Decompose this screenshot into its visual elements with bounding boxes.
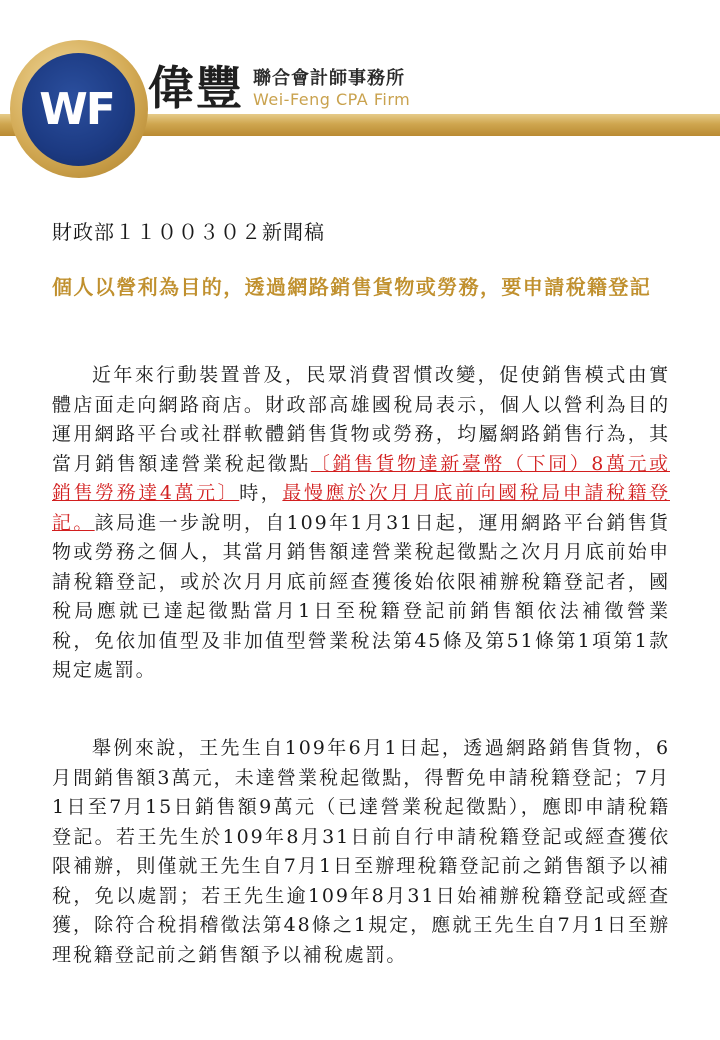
paragraph-1-text-a: 近年來行動裝置普及，民眾消費習慣改變，促使銷售模式由實體店面走向網路商店。財政部高雄國稅局表示，個人以營利為目的運用網路平台或社群軟體銷售貨物或勞務，均屬網路銷售行為，其當月銷售額達營業稅起徵點 <box>52 364 670 475</box>
firm-name-cn: 偉豐 <box>148 61 244 115</box>
paragraph-2: 舉例來說，王先生自109年6月1日起，透過網路銷售貨物，6月間銷售額3萬元，未達營業稅起徵點，得暫免申請稅籍登記；7月1日至7月15日銷售額9萬元（已達營業稅起徵點），應即申請稅籍登記。若王先生於109年8月31日前自行申請稅籍登記或經查獲依限補辦，則僅就王先生自7月1日至辦理稅籍登記前之銷售額予以補稅，免以處罰；若王先生逾109年8月31日始補辦稅籍登記或經查獲，除符合稅捐稽徵法第48條之1規定，應就王先生自7月1日至辦理稅籍登記前之銷售額予以補稅處罰。 <box>52 737 670 966</box>
firm-type-cn: 聯合會計師事務所 <box>253 68 405 89</box>
paragraph-1 <box>52 361 670 686</box>
press-release-header: 財政部１１００３０２新聞稿 <box>52 220 325 244</box>
paragraph-1-text-c: 該局進一步說明，自109年1月31日起，運用網路平台銷售貨物或勞務之個人，其當月銷售額達營業稅起徵點之次月月底前始申請稅籍登記，或於次月月底前經查獲後始依限補辦稅籍登記者，國稅局應就已達起徵點當月1日至稅籍登記前銷售額依法補徵營業稅，免依加值型及非加值型營業稅法第45條及第51條第1項第1款規定處罰。 <box>52 511 670 681</box>
firm-logo-text: WF <box>39 84 114 135</box>
document-title: 個人以營利為目的，透過網路銷售貨物或勞務，要申請稅籍登記 <box>52 275 652 299</box>
firm-name-en: Wei-Feng CPA Firm <box>253 90 411 109</box>
letterhead <box>0 0 720 170</box>
highlight-deadline: 最慢應於次月月底前向國稅局申請稅籍登記。 <box>52 482 670 534</box>
paragraph-1-text-b: 時， <box>239 482 283 504</box>
highlight-threshold: 〔銷售貨物達新臺幣（下同）8萬元或銷售勞務達4萬元〕 <box>52 452 670 504</box>
firm-logo <box>22 53 135 166</box>
